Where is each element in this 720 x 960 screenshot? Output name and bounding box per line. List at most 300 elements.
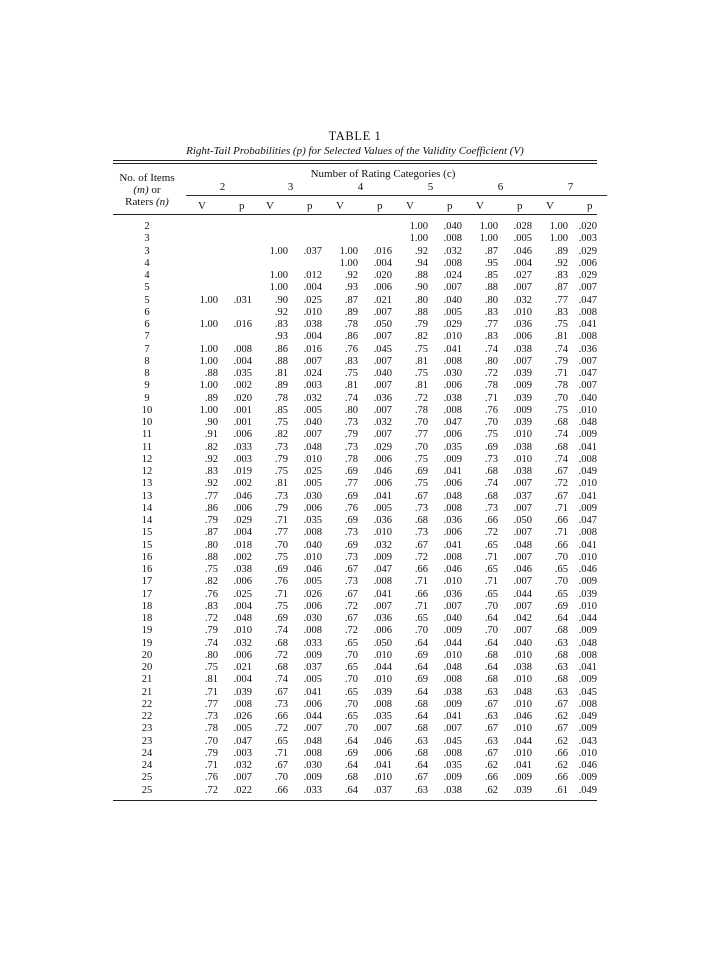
v-cell: .68 xyxy=(414,723,428,735)
v-cell: .69 xyxy=(414,674,428,686)
table-row xyxy=(113,478,597,490)
v-cell: .71 xyxy=(414,576,428,588)
p-cell: .008 xyxy=(578,649,597,661)
p-cell: .008 xyxy=(303,747,322,759)
v-cell: .69 xyxy=(414,466,428,477)
v-cell: .68 xyxy=(344,772,358,784)
p-cell: .010 xyxy=(578,551,597,563)
v-cell: .83 xyxy=(204,466,218,477)
v-cell: .78 xyxy=(484,380,498,392)
p-cell: .026 xyxy=(233,711,252,722)
v-cell: .87 xyxy=(484,245,498,257)
row-n-cell: 12 xyxy=(141,453,153,465)
p-cell: .033 xyxy=(233,441,252,453)
table-row xyxy=(113,319,597,331)
p-cell: .018 xyxy=(233,539,252,551)
row-n-cell: 19 xyxy=(141,637,153,649)
p-subheader: p xyxy=(239,200,245,212)
p-cell: .007 xyxy=(373,723,392,735)
p-cell: .047 xyxy=(373,564,392,575)
p-cell: .036 xyxy=(443,515,462,526)
row-n-cell: 11 xyxy=(141,441,153,453)
v-cell: .69 xyxy=(554,600,568,612)
v-cell: .68 xyxy=(554,674,568,686)
p-cell: .038 xyxy=(303,319,322,330)
v-cell: .71 xyxy=(484,576,498,588)
v-cell: .73 xyxy=(484,453,498,465)
v-cell: .70 xyxy=(554,551,568,563)
p-cell: .006 xyxy=(303,502,322,514)
p-cell: .004 xyxy=(233,600,252,612)
p-cell: .050 xyxy=(373,637,392,649)
p-cell: .041 xyxy=(443,711,462,722)
p-cell: .009 xyxy=(578,576,597,588)
p-cell: .041 xyxy=(578,319,597,330)
p-cell: .010 xyxy=(373,772,392,784)
v-cell: .72 xyxy=(204,613,218,624)
v-cell: .76 xyxy=(204,588,218,600)
p-cell: .048 xyxy=(303,441,322,453)
p-cell: .035 xyxy=(443,760,462,771)
row-n-cell: 9 xyxy=(144,392,150,404)
p-cell: .035 xyxy=(233,368,252,379)
v-cell: .64 xyxy=(344,760,358,771)
p-cell: .007 xyxy=(373,429,392,441)
p-cell: .047 xyxy=(233,735,252,747)
v-cell: .75 xyxy=(484,429,498,441)
v-cell: .72 xyxy=(344,600,358,612)
v-cell: .69 xyxy=(344,466,358,477)
p-cell: .022 xyxy=(233,784,252,796)
p-cell: .006 xyxy=(303,600,322,612)
row-n-cell: 3 xyxy=(144,245,150,257)
v-cell: 1.00 xyxy=(479,233,498,245)
v-cell: .74 xyxy=(484,343,498,355)
p-cell: .009 xyxy=(443,625,462,637)
v-cell: .64 xyxy=(344,735,358,747)
table-row xyxy=(113,748,597,760)
p-cell: .041 xyxy=(303,686,322,698)
v-cell: .92 xyxy=(204,453,218,465)
p-cell: .009 xyxy=(578,723,597,735)
table-row xyxy=(113,429,597,441)
p-cell: .024 xyxy=(443,270,462,281)
v-cell: .75 xyxy=(414,453,428,465)
p-cell: .005 xyxy=(443,306,462,318)
v-cell: .70 xyxy=(554,576,568,588)
v-cell: .70 xyxy=(414,625,428,637)
p-cell: .009 xyxy=(373,551,392,563)
v-cell: .71 xyxy=(414,600,428,612)
v-cell: .63 xyxy=(554,637,568,649)
p-cell: .008 xyxy=(443,551,462,563)
v-cell: .85 xyxy=(274,404,288,416)
p-cell: .025 xyxy=(303,294,322,306)
p-cell: .040 xyxy=(443,613,462,624)
p-cell: .030 xyxy=(303,613,322,624)
row-n-cell: 21 xyxy=(141,674,153,686)
v-cell: .75 xyxy=(414,368,428,379)
v-cell: .66 xyxy=(554,515,568,526)
v-subheader: V xyxy=(336,200,344,212)
p-cell: .044 xyxy=(303,711,322,722)
p-cell: .047 xyxy=(443,417,462,428)
p-subheader: p xyxy=(377,200,383,212)
v-cell: .63 xyxy=(554,662,568,673)
p-cell: .046 xyxy=(578,760,597,771)
v-cell: .66 xyxy=(274,711,288,722)
v-cell: .64 xyxy=(484,637,498,649)
v-cell: .73 xyxy=(274,441,288,453)
v-cell: .68 xyxy=(484,649,498,661)
v-cell: .70 xyxy=(344,723,358,735)
row-n-cell: 22 xyxy=(141,698,153,710)
v-cell: .70 xyxy=(274,772,288,784)
p-cell: .044 xyxy=(513,588,532,600)
v-cell xyxy=(181,246,218,258)
v-cell: .71 xyxy=(274,588,288,600)
v-cell: .81 xyxy=(274,368,288,379)
table-row xyxy=(113,625,597,637)
v-subheader: V xyxy=(198,200,206,212)
p-cell xyxy=(218,331,252,343)
row-n-cell: 6 xyxy=(144,306,150,318)
category-group: 2 xyxy=(186,181,259,196)
v-cell: .69 xyxy=(344,747,358,759)
v-cell: .88 xyxy=(484,282,498,294)
v-cell: .80 xyxy=(484,355,498,367)
p-subheader: p xyxy=(517,200,523,212)
v-cell: .70 xyxy=(414,417,428,428)
v-subheader: V xyxy=(406,200,414,212)
row-n-cell: 14 xyxy=(141,502,153,514)
v-cell: .68 xyxy=(484,466,498,477)
v-cell: .70 xyxy=(344,698,358,710)
p-cell: .039 xyxy=(513,392,532,404)
p-cell: .007 xyxy=(373,331,392,343)
v-cell: .83 xyxy=(274,319,288,330)
p-cell: .028 xyxy=(513,221,532,232)
p-cell: .009 xyxy=(443,698,462,710)
v-cell: 1.00 xyxy=(269,270,288,281)
p-cell: .007 xyxy=(578,355,597,367)
p-cell: .010 xyxy=(443,331,462,343)
p-cell: .008 xyxy=(578,698,597,710)
v-cell: .75 xyxy=(274,417,288,428)
v-cell: .86 xyxy=(344,331,358,343)
p-subheader: p xyxy=(447,200,453,212)
v-cell: .71 xyxy=(554,502,568,514)
table-row xyxy=(113,307,597,319)
v-cell: .62 xyxy=(554,735,568,747)
row-n-cell: 10 xyxy=(141,404,153,416)
p-cell: .006 xyxy=(513,331,532,343)
v-cell: .74 xyxy=(554,453,568,465)
p-cell: .046 xyxy=(373,466,392,477)
p-cell: .039 xyxy=(513,784,532,796)
p-cell: .007 xyxy=(513,355,532,367)
v-cell: .93 xyxy=(344,282,358,294)
v-cell: .65 xyxy=(554,564,568,575)
p-cell xyxy=(218,270,252,282)
p-cell: .008 xyxy=(578,331,597,343)
p-cell: .037 xyxy=(373,784,392,796)
p-cell: .041 xyxy=(578,662,597,673)
p-cell: .020 xyxy=(578,221,597,232)
table-row xyxy=(113,417,597,429)
p-cell: .037 xyxy=(513,490,532,502)
v-cell xyxy=(181,221,218,233)
v-cell: .86 xyxy=(204,502,218,514)
p-cell: .007 xyxy=(513,527,532,539)
p-cell: .048 xyxy=(513,686,532,698)
v-cell: .66 xyxy=(554,772,568,784)
v-cell: .80 xyxy=(484,294,498,306)
p-cell: .031 xyxy=(233,294,252,306)
p-cell: .010 xyxy=(578,478,597,490)
v-cell: .66 xyxy=(274,784,288,796)
v-cell: .65 xyxy=(484,564,498,575)
v-cell: .73 xyxy=(484,502,498,514)
p-cell: .039 xyxy=(373,686,392,698)
v-cell: .88 xyxy=(204,551,218,563)
v-cell: .65 xyxy=(344,662,358,673)
p-cell: .044 xyxy=(373,662,392,673)
v-cell: .72 xyxy=(274,649,288,661)
v-cell: .85 xyxy=(484,270,498,281)
p-cell: .006 xyxy=(303,698,322,710)
v-cell: .65 xyxy=(554,588,568,600)
v-cell: .71 xyxy=(484,392,498,404)
p-cell: .041 xyxy=(513,760,532,771)
p-cell xyxy=(288,258,322,270)
p-cell: .039 xyxy=(578,588,597,600)
v-cell: 1.00 xyxy=(269,282,288,294)
p-cell: .008 xyxy=(303,527,322,539)
v-cell: .80 xyxy=(204,539,218,551)
p-cell: .035 xyxy=(443,441,462,453)
p-cell: .050 xyxy=(373,319,392,330)
p-cell xyxy=(218,282,252,294)
p-cell: .041 xyxy=(373,760,392,771)
table-row xyxy=(113,258,597,270)
p-cell: .041 xyxy=(578,539,597,551)
v-cell: .88 xyxy=(414,306,428,318)
table-row xyxy=(113,246,597,258)
v-cell: 1.00 xyxy=(409,221,428,232)
table-row xyxy=(113,503,597,515)
p-cell: .032 xyxy=(373,539,392,551)
p-cell: .040 xyxy=(303,417,322,428)
v-cell: .89 xyxy=(204,392,218,404)
p-cell: .007 xyxy=(233,772,252,784)
v-cell: .79 xyxy=(204,747,218,759)
v-cell: .70 xyxy=(274,539,288,551)
v-cell: .69 xyxy=(274,564,288,575)
v-cell: .79 xyxy=(414,319,428,330)
p-cell: .010 xyxy=(513,698,532,710)
v-cell: .73 xyxy=(344,551,358,563)
p-cell: .010 xyxy=(513,453,532,465)
v-cell: .65 xyxy=(274,735,288,747)
v-cell: .67 xyxy=(554,698,568,710)
p-cell: .046 xyxy=(373,735,392,747)
row-n-cell: 5 xyxy=(144,282,150,294)
p-cell: .008 xyxy=(233,343,252,355)
v-cell: .75 xyxy=(414,478,428,490)
v-cell: .72 xyxy=(344,625,358,637)
p-cell: .007 xyxy=(513,551,532,563)
v-cell: .70 xyxy=(484,625,498,637)
v-cell: .64 xyxy=(484,662,498,673)
p-cell: .002 xyxy=(233,551,252,563)
p-cell: .010 xyxy=(303,453,322,465)
p-cell: .007 xyxy=(373,404,392,416)
v-cell: .83 xyxy=(344,355,358,367)
v-cell: .71 xyxy=(484,551,498,563)
p-cell: .007 xyxy=(303,355,322,367)
v-cell xyxy=(322,233,358,245)
category-group: 6 xyxy=(464,181,537,196)
p-cell: .046 xyxy=(513,711,532,722)
v-cell: .81 xyxy=(344,380,358,392)
p-cell: .032 xyxy=(233,760,252,771)
p-cell: .007 xyxy=(513,600,532,612)
v-cell: .75 xyxy=(344,368,358,379)
v-cell: .67 xyxy=(484,747,498,759)
table-row xyxy=(113,699,597,711)
spanner-heading: Number of Rating Categories (c) xyxy=(310,168,456,180)
category-group: 3 xyxy=(254,181,327,196)
p-cell: .007 xyxy=(303,723,322,735)
v-cell: .65 xyxy=(414,613,428,624)
table-row xyxy=(113,785,597,797)
p-cell: .040 xyxy=(578,392,597,404)
p-cell: .005 xyxy=(303,404,322,416)
v-cell: .75 xyxy=(554,319,568,330)
v-cell: .70 xyxy=(204,735,218,747)
p-cell: .045 xyxy=(443,735,462,747)
bottom-rule xyxy=(113,800,597,801)
p-cell: .020 xyxy=(373,270,392,281)
row-n-cell: 3 xyxy=(144,233,150,245)
p-cell: .006 xyxy=(373,282,392,294)
v-cell: 1.00 xyxy=(549,221,568,232)
p-cell: .008 xyxy=(373,698,392,710)
v-cell: .71 xyxy=(554,368,568,379)
v-cell: .61 xyxy=(554,784,568,796)
v-cell: .63 xyxy=(484,686,498,698)
v-cell: .70 xyxy=(414,441,428,453)
row-n-cell: 16 xyxy=(141,564,153,575)
table-row xyxy=(113,442,597,454)
category-group: 5 xyxy=(394,181,467,196)
p-cell: .049 xyxy=(578,711,597,722)
v-cell: .91 xyxy=(204,429,218,441)
table-row xyxy=(113,711,597,723)
v-cell: .67 xyxy=(554,466,568,477)
v-cell: .79 xyxy=(344,429,358,441)
v-cell: .74 xyxy=(554,343,568,355)
p-cell: .047 xyxy=(578,368,597,379)
v-cell: .64 xyxy=(414,637,428,649)
row-n-cell: 20 xyxy=(141,662,153,673)
v-cell: .72 xyxy=(204,784,218,796)
p-cell: .010 xyxy=(578,600,597,612)
p-cell: .024 xyxy=(303,368,322,379)
v-cell: .86 xyxy=(274,343,288,355)
v-cell: .68 xyxy=(554,441,568,453)
v-cell: .89 xyxy=(554,245,568,257)
v-cell: 1.00 xyxy=(479,221,498,232)
p-cell: .036 xyxy=(443,588,462,600)
p-cell: .021 xyxy=(233,662,252,673)
p-cell: .008 xyxy=(443,502,462,514)
v-cell xyxy=(181,331,218,343)
p-cell: .041 xyxy=(578,441,597,453)
v-cell: .74 xyxy=(204,637,218,649)
table-row xyxy=(113,687,597,699)
p-cell: .007 xyxy=(513,625,532,637)
p-cell: .047 xyxy=(578,294,597,306)
v-cell: .83 xyxy=(554,270,568,281)
table-row xyxy=(113,527,597,539)
v-cell: .62 xyxy=(484,760,498,771)
table-row xyxy=(113,674,597,686)
row-n-cell: 17 xyxy=(141,588,153,600)
v-cell xyxy=(252,258,288,270)
v-cell: .67 xyxy=(344,564,358,575)
v-cell: .67 xyxy=(274,760,288,771)
p-cell: .048 xyxy=(443,490,462,502)
p-cell: .008 xyxy=(443,674,462,686)
v-cell: .72 xyxy=(554,478,568,490)
v-cell: .67 xyxy=(414,772,428,784)
row-n-cell: 8 xyxy=(144,368,150,379)
p-cell: .039 xyxy=(513,368,532,379)
p-cell: .001 xyxy=(233,404,252,416)
p-cell: .042 xyxy=(513,613,532,624)
row-n-cell: 22 xyxy=(141,711,153,722)
p-cell: .009 xyxy=(303,772,322,784)
v-cell: .77 xyxy=(344,478,358,490)
p-cell: .005 xyxy=(303,674,322,686)
p-cell: .040 xyxy=(373,368,392,379)
p-cell: .035 xyxy=(303,515,322,526)
p-cell: .008 xyxy=(373,576,392,588)
row-n-cell: 18 xyxy=(141,613,153,624)
p-cell: .010 xyxy=(233,625,252,637)
p-cell: .004 xyxy=(303,331,322,343)
v-cell: .65 xyxy=(484,588,498,600)
v-cell: .88 xyxy=(204,368,218,379)
p-cell: .049 xyxy=(578,466,597,477)
v-cell: .75 xyxy=(274,600,288,612)
v-cell: .68 xyxy=(274,662,288,673)
v-cell: .76 xyxy=(204,772,218,784)
table-row xyxy=(113,331,597,343)
v-cell: .72 xyxy=(414,551,428,563)
p-cell: .048 xyxy=(443,662,462,673)
table-row xyxy=(113,540,597,552)
v-cell: .64 xyxy=(414,711,428,722)
v-cell: .70 xyxy=(484,417,498,428)
table-row xyxy=(113,589,597,601)
row-n-cell: 24 xyxy=(141,760,153,771)
p-cell: .030 xyxy=(303,490,322,502)
v-cell: .72 xyxy=(414,392,428,404)
p-cell: .007 xyxy=(373,600,392,612)
